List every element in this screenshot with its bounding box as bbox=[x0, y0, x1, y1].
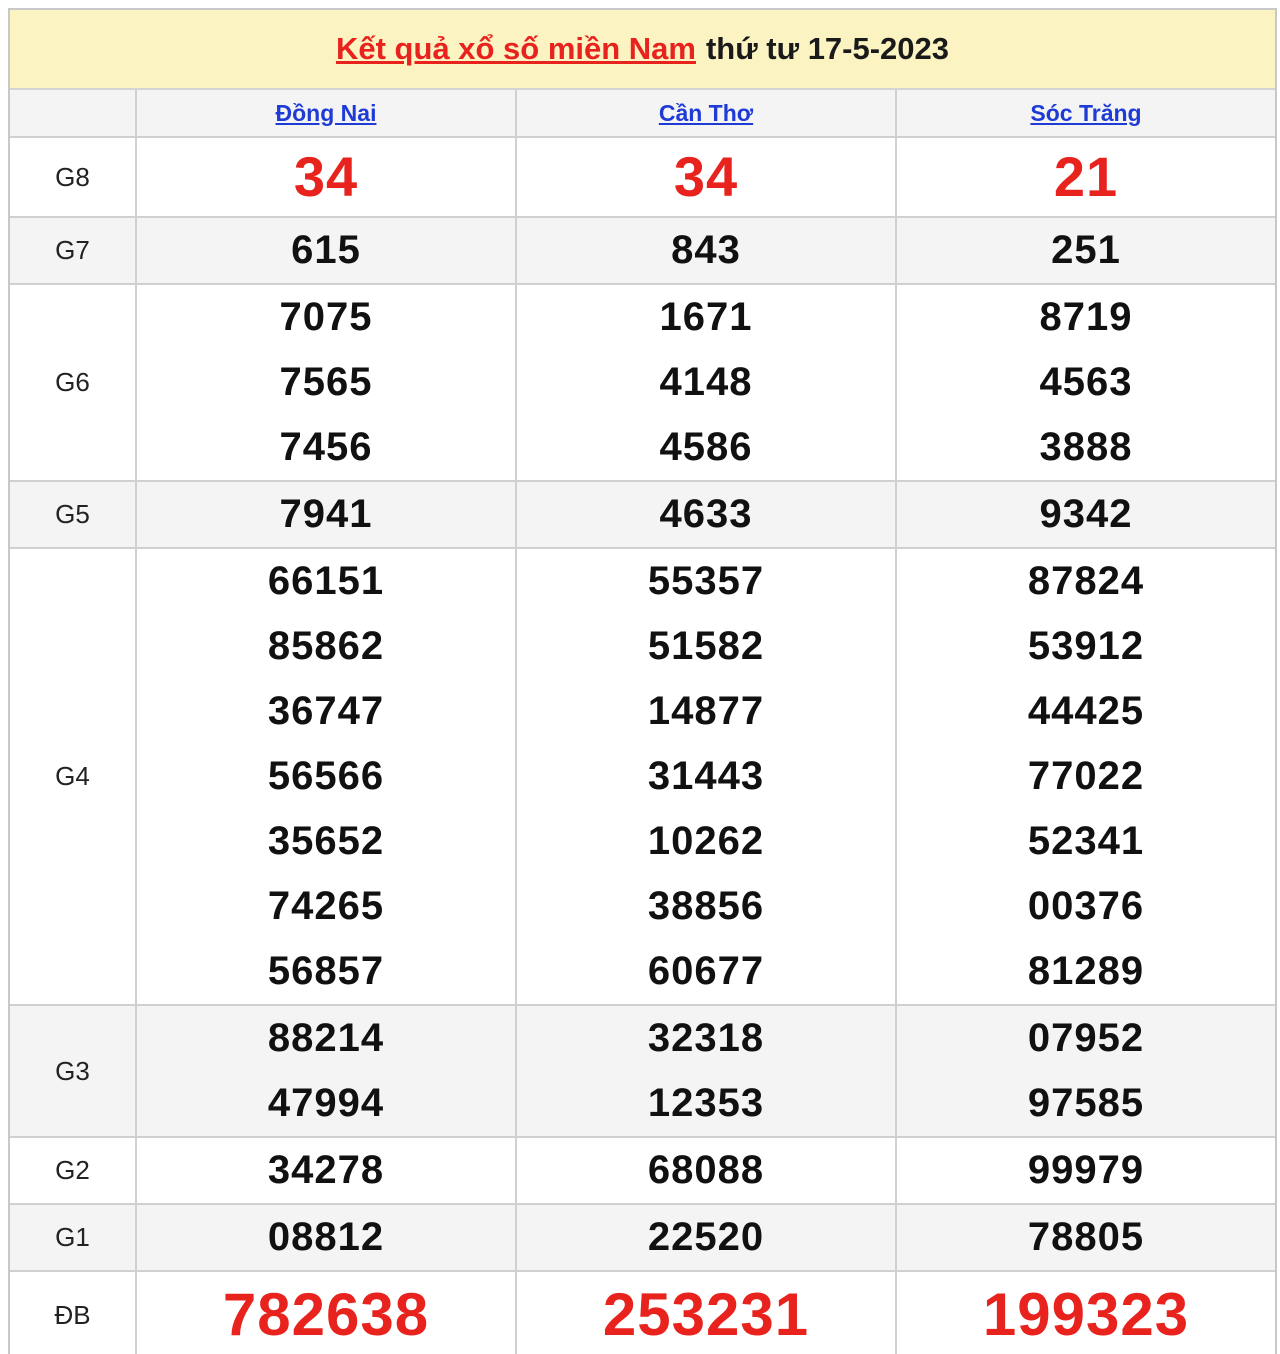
result-number: 47994 bbox=[267, 1081, 385, 1125]
province-link-dong-nai[interactable]: Đồng Nai bbox=[275, 99, 377, 126]
province-header bbox=[896, 90, 1275, 137]
result-number: 53912 bbox=[1027, 624, 1145, 668]
result-cell bbox=[896, 217, 1275, 284]
result-number: 21 bbox=[1053, 145, 1119, 208]
prize-row-g6 bbox=[10, 284, 1275, 481]
result-number: 22520 bbox=[647, 1215, 765, 1259]
result-cell bbox=[136, 1204, 516, 1271]
result-number: 36747 bbox=[267, 689, 385, 733]
result-number: 44425 bbox=[1027, 689, 1145, 733]
result-cell bbox=[136, 284, 516, 481]
result-number: 32318 bbox=[647, 1016, 765, 1060]
prize-label: G5 bbox=[10, 481, 136, 548]
result-number: 85862 bbox=[267, 624, 385, 668]
result-number: 7075 bbox=[279, 295, 373, 339]
result-cell bbox=[516, 137, 896, 217]
province-link-soc-trang[interactable]: Sóc Trăng bbox=[1030, 99, 1142, 126]
prize-label: G6 bbox=[10, 284, 136, 481]
result-number: 34 bbox=[673, 145, 739, 208]
prize-row-g5 bbox=[10, 481, 1275, 548]
result-cell bbox=[516, 284, 896, 481]
result-number: 56857 bbox=[267, 949, 385, 993]
result-number: 81289 bbox=[1027, 949, 1145, 993]
result-cell bbox=[516, 217, 896, 284]
result-number: 74265 bbox=[267, 884, 385, 928]
result-cell bbox=[516, 1271, 896, 1354]
prize-label: G3 bbox=[10, 1005, 136, 1137]
title-date: thứ tư 17-5-2023 bbox=[705, 31, 950, 66]
result-cell bbox=[896, 1204, 1275, 1271]
result-number: 99979 bbox=[1027, 1148, 1145, 1192]
result-number: 12353 bbox=[647, 1081, 765, 1125]
result-number: 4148 bbox=[659, 360, 753, 404]
result-number: 68088 bbox=[647, 1148, 765, 1192]
special-prize-number: 199323 bbox=[982, 1281, 1190, 1348]
result-number: 14877 bbox=[647, 689, 765, 733]
result-cell bbox=[136, 548, 516, 1005]
result-number: 88214 bbox=[267, 1016, 385, 1060]
result-number: 9342 bbox=[1039, 492, 1133, 536]
result-cell bbox=[896, 548, 1275, 1005]
result-cell bbox=[896, 1137, 1275, 1204]
result-number: 4563 bbox=[1039, 360, 1133, 404]
prize-row-g8 bbox=[10, 137, 1275, 217]
result-number: 55357 bbox=[647, 559, 765, 603]
province-header bbox=[136, 90, 516, 137]
prize-row-g7 bbox=[10, 217, 1275, 284]
prize-row-g1 bbox=[10, 1204, 1275, 1271]
result-number: 615 bbox=[291, 228, 361, 272]
result-cell bbox=[136, 137, 516, 217]
prize-row-g2 bbox=[10, 1137, 1275, 1204]
result-cell bbox=[896, 284, 1275, 481]
result-cell bbox=[136, 1137, 516, 1204]
result-number: 52341 bbox=[1027, 819, 1145, 863]
result-cell bbox=[136, 217, 516, 284]
result-number: 35652 bbox=[267, 819, 385, 863]
result-number: 251 bbox=[1051, 228, 1121, 272]
prize-label: ĐB bbox=[10, 1271, 136, 1354]
result-cell bbox=[516, 1137, 896, 1204]
result-cell bbox=[896, 1005, 1275, 1137]
result-number: 7565 bbox=[279, 360, 373, 404]
result-number: 97585 bbox=[1027, 1081, 1145, 1125]
result-cell bbox=[896, 137, 1275, 217]
prize-label: G1 bbox=[10, 1204, 136, 1271]
province-header bbox=[516, 90, 896, 137]
result-number: 07952 bbox=[1027, 1016, 1145, 1060]
prize-label: G8 bbox=[10, 137, 136, 217]
special-prize-number: 782638 bbox=[222, 1281, 430, 1348]
province-link-can-tho[interactable]: Cần Thơ bbox=[658, 99, 754, 126]
result-cell bbox=[516, 481, 896, 548]
result-cell bbox=[896, 481, 1275, 548]
result-number: 4633 bbox=[659, 492, 753, 536]
result-number: 34 bbox=[293, 145, 359, 208]
title-link[interactable]: Kết quả xổ số miền Nam bbox=[335, 31, 696, 66]
result-cell bbox=[136, 1271, 516, 1354]
result-number: 08812 bbox=[267, 1215, 385, 1259]
special-prize-number: 253231 bbox=[602, 1281, 810, 1348]
result-number: 38856 bbox=[647, 884, 765, 928]
result-number: 843 bbox=[671, 228, 741, 272]
result-cell bbox=[516, 1204, 896, 1271]
result-number: 51582 bbox=[647, 624, 765, 668]
province-header-row bbox=[10, 90, 1275, 137]
result-number: 66151 bbox=[267, 559, 385, 603]
result-number: 78805 bbox=[1027, 1215, 1145, 1259]
prize-label: G7 bbox=[10, 217, 136, 284]
result-number: 31443 bbox=[647, 754, 765, 798]
result-number: 34278 bbox=[267, 1148, 385, 1192]
result-number: 10262 bbox=[647, 819, 765, 863]
result-cell bbox=[896, 1271, 1275, 1354]
prize-row-g4 bbox=[10, 548, 1275, 1005]
result-cell bbox=[136, 1005, 516, 1137]
results-table bbox=[10, 90, 1275, 1354]
prize-row-g3 bbox=[10, 1005, 1275, 1137]
result-number: 87824 bbox=[1027, 559, 1145, 603]
result-number: 56566 bbox=[267, 754, 385, 798]
result-number: 1671 bbox=[659, 295, 753, 339]
prize-row-special bbox=[10, 1271, 1275, 1354]
result-number: 4586 bbox=[659, 425, 753, 469]
result-number: 60677 bbox=[647, 949, 765, 993]
result-number: 7941 bbox=[279, 492, 373, 536]
prize-label: G2 bbox=[10, 1137, 136, 1204]
corner-cell bbox=[10, 90, 136, 137]
result-number: 3888 bbox=[1039, 425, 1133, 469]
result-cell bbox=[516, 1005, 896, 1137]
result-number: 7456 bbox=[279, 425, 373, 469]
result-number: 77022 bbox=[1027, 754, 1145, 798]
result-cell bbox=[516, 548, 896, 1005]
results-panel bbox=[8, 8, 1277, 1354]
prize-label: G4 bbox=[10, 548, 136, 1005]
result-cell bbox=[136, 481, 516, 548]
result-number: 8719 bbox=[1039, 295, 1133, 339]
result-number: 00376 bbox=[1027, 884, 1145, 928]
results-header bbox=[10, 10, 1275, 90]
